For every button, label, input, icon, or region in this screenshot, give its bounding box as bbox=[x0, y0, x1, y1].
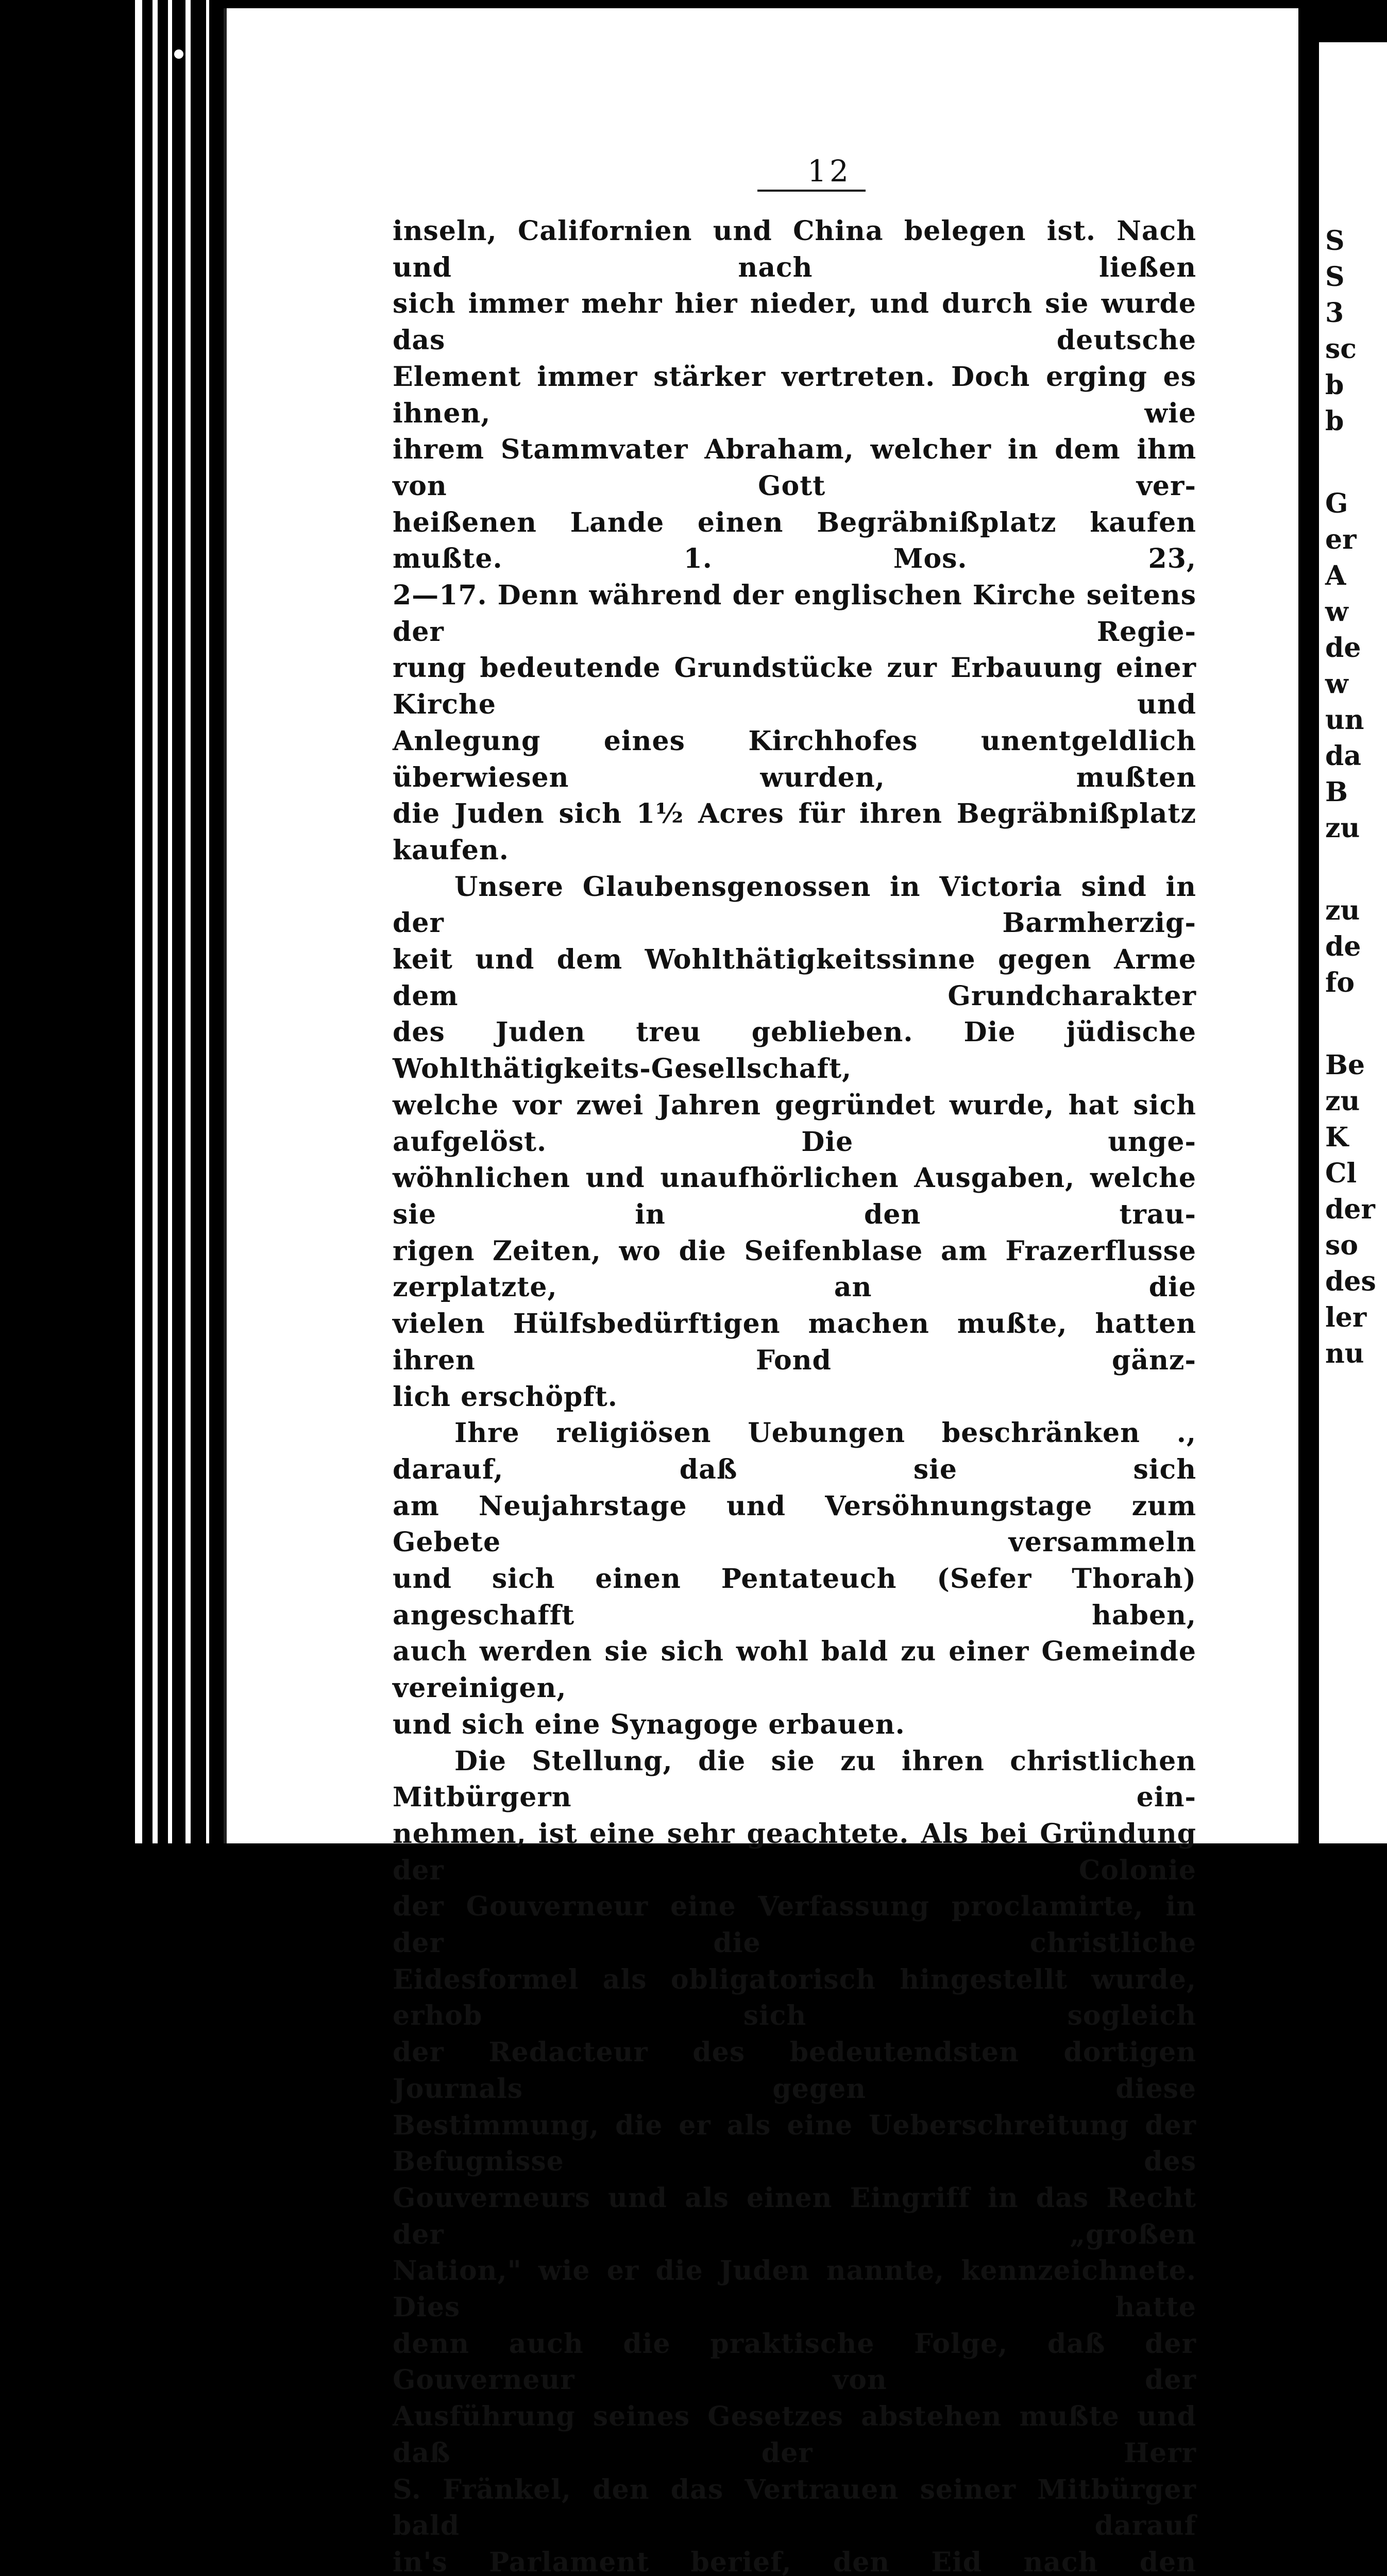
spine-stripe bbox=[168, 0, 172, 1843]
spine-stripe bbox=[206, 0, 209, 1843]
text-line: der Gouverneur eine Verfassung proclamirte, in der die christliche bbox=[393, 1891, 1196, 1959]
text-line: der Redacteur des bedeutendsten dortigen Journals gegen diese bbox=[393, 2037, 1196, 2105]
text-line: Ausführung seines Gesetzes abstehen mußte und daß der Herr bbox=[393, 2401, 1196, 2469]
text-line: Anlegung eines Kirchhofes unentgeldlich überwiesen wurden, mußten bbox=[393, 725, 1196, 793]
next-page-fragment: de bbox=[1325, 632, 1361, 664]
next-page-fragment: G bbox=[1325, 488, 1348, 519]
text-line: Ihre religiösen Uebungen beschränken ., darauf, daß sie sich bbox=[393, 1417, 1196, 1485]
text-line: auch werden sie sich wohl bald zu einer Gemeinde vereinigen, bbox=[393, 1636, 1196, 1704]
next-page-fragment: de bbox=[1325, 931, 1361, 962]
text-line: des Juden treu geblieben. Die jüdische Wohlthätigkeits-Gesellschaft, bbox=[393, 1016, 1196, 1085]
text-line: sich immer mehr hier nieder, und durch sie wurde das deutsche bbox=[393, 288, 1196, 357]
page-number-rule bbox=[757, 190, 866, 192]
next-page-fragment: da bbox=[1325, 740, 1362, 772]
text-line: und sich einen Pentateuch (Sefer Thorah) angeschafft haben, bbox=[393, 1563, 1196, 1631]
spine-stripe bbox=[135, 0, 142, 1843]
next-page-fragment: der bbox=[1325, 1194, 1375, 1225]
text-line: Gouverneurs und als einen Eingriff in das Recht der „großen bbox=[393, 2182, 1196, 2250]
spine-mark bbox=[174, 49, 183, 59]
next-page-fragment: zu bbox=[1325, 812, 1360, 844]
next-page-fragment: S bbox=[1325, 225, 1345, 257]
text-line: am Neujahrstage und Versöhnungstage zum Gebete versammeln bbox=[393, 1490, 1196, 1558]
text-line: Nation," wie er die Juden nannte, kennzeichnete. Dies hatte bbox=[393, 2255, 1196, 2324]
text-line: denn auch die praktische Folge, daß der Gouverneur von der bbox=[393, 2328, 1196, 2396]
text-line: Bestimmung, die er als eine Ueberschreitung der Befugnisse des bbox=[393, 2109, 1196, 2178]
text-line: die Juden sich 1½ Acres für ihren Begräbnißplatz kaufen. bbox=[393, 798, 1196, 866]
text-line: rung bedeutende Grundstücke zur Erbauung einer Kirche und bbox=[393, 652, 1196, 721]
next-page-fragment: A bbox=[1325, 560, 1346, 591]
book-spine bbox=[0, 0, 227, 1843]
spine-stripe bbox=[153, 0, 158, 1843]
next-page-fragment: so bbox=[1325, 1230, 1358, 1261]
text-line: inseln, Californien und China belegen ist. Nach und nach ließen bbox=[393, 215, 1196, 283]
next-page-fragment: w bbox=[1325, 668, 1348, 700]
next-page-fragment: des bbox=[1325, 1266, 1376, 1297]
next-page-fragment: Be bbox=[1325, 1049, 1365, 1081]
text-line: ihrem Stammvater Abraham, welcher in dem ihm von Gott ver- bbox=[393, 434, 1196, 502]
next-page-fragment: zu bbox=[1325, 895, 1360, 926]
text-line: nehmen, ist eine sehr geachtete. Als bei Gründung der Colonie bbox=[393, 1818, 1196, 1886]
next-page-fragment: ler bbox=[1325, 1302, 1367, 1333]
body-text bbox=[393, 213, 1196, 2576]
text-line: lich erschöpft. bbox=[393, 1381, 618, 1413]
text-line: und sich eine Synagoge erbauen. bbox=[393, 1708, 905, 1740]
next-page-fragment: B bbox=[1325, 776, 1348, 808]
text-line: 2—17. Denn während der englischen Kirche seitens der Regie- bbox=[393, 580, 1196, 648]
next-page-fragment: w bbox=[1325, 596, 1348, 628]
page-gutter bbox=[1298, 0, 1319, 1843]
text-line: Unsere Glaubensgenossen in Victoria sind in der Barmherzig- bbox=[393, 871, 1196, 939]
next-page-fragment: nu bbox=[1325, 1338, 1364, 1369]
page-number: 12 bbox=[807, 154, 852, 189]
next-page-edge bbox=[1319, 42, 1387, 1843]
text-line: vielen Hülfsbedürftigen machen mußte, hatten ihren Fond gänz- bbox=[393, 1308, 1196, 1376]
next-page-fragment: zu bbox=[1325, 1086, 1360, 1117]
next-page-fragment: K bbox=[1325, 1122, 1349, 1153]
next-page-fragment: b bbox=[1325, 405, 1344, 437]
text-line: Element immer stärker vertreten. Doch erging es ihnen, wie bbox=[393, 361, 1196, 429]
text-line: Die Stellung, die sie zu ihren christlichen Mitbürgern ein- bbox=[393, 1745, 1196, 1814]
text-line: Eidesformel als obligatorisch hingestellt wurde, erhob sich sogleich bbox=[393, 1963, 1196, 2032]
next-page-fragment: un bbox=[1325, 704, 1364, 736]
next-page-fragment: S bbox=[1325, 261, 1345, 293]
text-line: welche vor zwei Jahren gegründet wurde, hat sich aufgelöst. Die unge- bbox=[393, 1089, 1196, 1158]
next-page-fragment: fo bbox=[1325, 967, 1355, 998]
text-line: keit und dem Wohlthätigkeitssinne gegen Arme dem Grundcharakter bbox=[393, 944, 1196, 1012]
book-page bbox=[227, 8, 1298, 2576]
spine-stripe bbox=[185, 0, 191, 1843]
next-page-fragment: er bbox=[1325, 524, 1357, 555]
next-page-fragment: Cl bbox=[1325, 1158, 1357, 1189]
text-line: in's Parlament berief, den Eid nach den bbox=[393, 2547, 1196, 2576]
next-page-fragment: b bbox=[1325, 369, 1344, 401]
text-line: rigen Zeiten, wo die Seifenblase am Frazerflusse zerplatzte, an die bbox=[393, 1235, 1196, 1303]
next-page-fragment: 3 bbox=[1325, 297, 1344, 329]
next-page-fragment: sc bbox=[1325, 333, 1357, 365]
text-line: S. Fränkel, den das Vertrauen seiner Mitbürger bald darauf bbox=[393, 2473, 1196, 2542]
text-line: heißenen Lande einen Begräbnißplatz kaufen mußte. 1. Mos. 23, bbox=[393, 506, 1196, 575]
text-line: wöhnlichen und unaufhörlichen Ausgaben, welche sie in den trau- bbox=[393, 1162, 1196, 1230]
